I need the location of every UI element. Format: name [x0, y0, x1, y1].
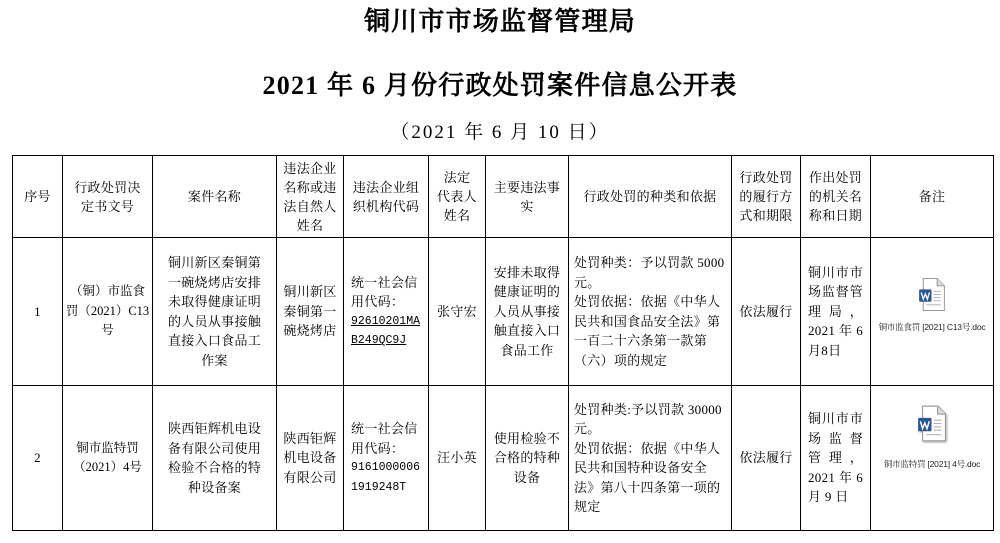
cell-decision-number: 铜市监特罚（2021）4号: [63, 386, 153, 531]
header-legal-representative-line: 姓名: [443, 208, 471, 223]
header-serial: 序号: [13, 156, 63, 238]
cell-party-name: 铜川新区秦铜第一碗烧烤店: [277, 238, 344, 386]
cell-serial: 1: [13, 238, 63, 386]
header-execution: 行政处罚的履行方式和期限: [732, 156, 801, 238]
cell-penalty: [569, 386, 732, 531]
header-decision-number: 行政处罚决定书文号: [63, 156, 153, 238]
attachment[interactable]: [884, 405, 980, 470]
cell-case-name: 陕西钜辉机电设备有限公司使用检验不合格的特种设备案: [153, 386, 277, 531]
header-authority-date: 作出处罚的机关名称和日期: [801, 156, 871, 238]
word-document-icon[interactable]: [917, 405, 946, 442]
table-row: [13, 386, 994, 531]
header-penalty-type-basis: 行政处罚的种类和依据: [569, 156, 732, 238]
table-row: [13, 238, 994, 386]
org-code-value: 92610201MAB249QC9J: [351, 314, 421, 347]
cell-org-code: [344, 386, 429, 531]
agency-title: 铜川市市场监督管理局: [363, 7, 636, 36]
cell-legal-representative: 汪小英: [429, 386, 486, 531]
org-code-value: 91610000061919248T: [351, 461, 421, 494]
header-legal-representative: [429, 156, 486, 238]
cell-authority-date: 铜川市市场监督 管理，2021 年 6 月 9 日: [801, 386, 871, 531]
penalty-basis: 处罚依据：依据《中华人民共和国食品安全法》第一百二十六条第一款第（六）项的规定: [574, 294, 721, 368]
cell-org-code: [344, 238, 429, 386]
cell-execution: 依法履行: [732, 386, 801, 531]
document-title: 2021 年 6 月份行政处罚案件信息公开表: [262, 71, 738, 100]
penalty-type: 处罚种类:予以罚款 30000 元。: [574, 401, 722, 436]
header-remarks: 备注: [871, 156, 994, 238]
cell-main-facts: 使用检验不合格的特种设备: [486, 386, 569, 531]
org-code-label: 统一社会信用代码：: [351, 421, 418, 456]
org-code-label: 统一社会信用代码：: [351, 274, 418, 309]
cell-remarks: [871, 238, 994, 386]
cell-serial: 2: [13, 386, 63, 531]
penalty-cases-table: [12, 155, 994, 531]
penalty-type: 处罚种类：予以罚款 5000 元。: [574, 255, 725, 290]
header-case-name: 案件名称: [153, 156, 277, 238]
header-party-name: 违法企业名称或违法自然人姓名: [277, 156, 344, 238]
attachment-filename: 铜市监食罚 [2021] C13号.doc: [878, 322, 986, 332]
header-org-code: 违法企业组织机构代码: [344, 156, 429, 238]
cell-remarks: [871, 386, 994, 531]
header-legal-representative-line: 法定: [443, 170, 471, 185]
header-legal-representative-line: 代表人: [437, 189, 477, 204]
cell-penalty: [569, 238, 732, 386]
cell-legal-representative: 张守宏: [429, 238, 486, 386]
header-main-facts: 主要违法事实: [486, 156, 569, 238]
cell-authority-date: 铜川市市场监督管理局，2021 年 6 月8日: [801, 238, 871, 386]
table-header-row: [13, 156, 994, 238]
attachment-filename: 铜市监特罚 [2021] 4号.doc: [883, 459, 981, 469]
cell-execution: 依法履行: [732, 238, 801, 386]
publish-date: （2021 年 6 月 10 日）: [390, 122, 610, 143]
penalty-basis: 处罚依据：依据《中华人民共和国特种设备安全法》第八十四条第一项的规定: [574, 440, 721, 514]
cell-party-name: 陕西钜辉机电设备有限公司: [277, 386, 344, 531]
word-document-icon[interactable]: [918, 278, 945, 311]
attachment[interactable]: [879, 278, 986, 333]
cell-main-facts: 安排未取得健康证明的人员从事接触直接入口食品工作: [486, 238, 569, 386]
cell-decision-number: （铜）市监食罚（2021）C13号: [63, 238, 153, 386]
cell-case-name: 铜川新区秦铜第一碗烧烤店安排未取得健康证明的人员从事接触直接入口食品工作案: [153, 238, 277, 386]
